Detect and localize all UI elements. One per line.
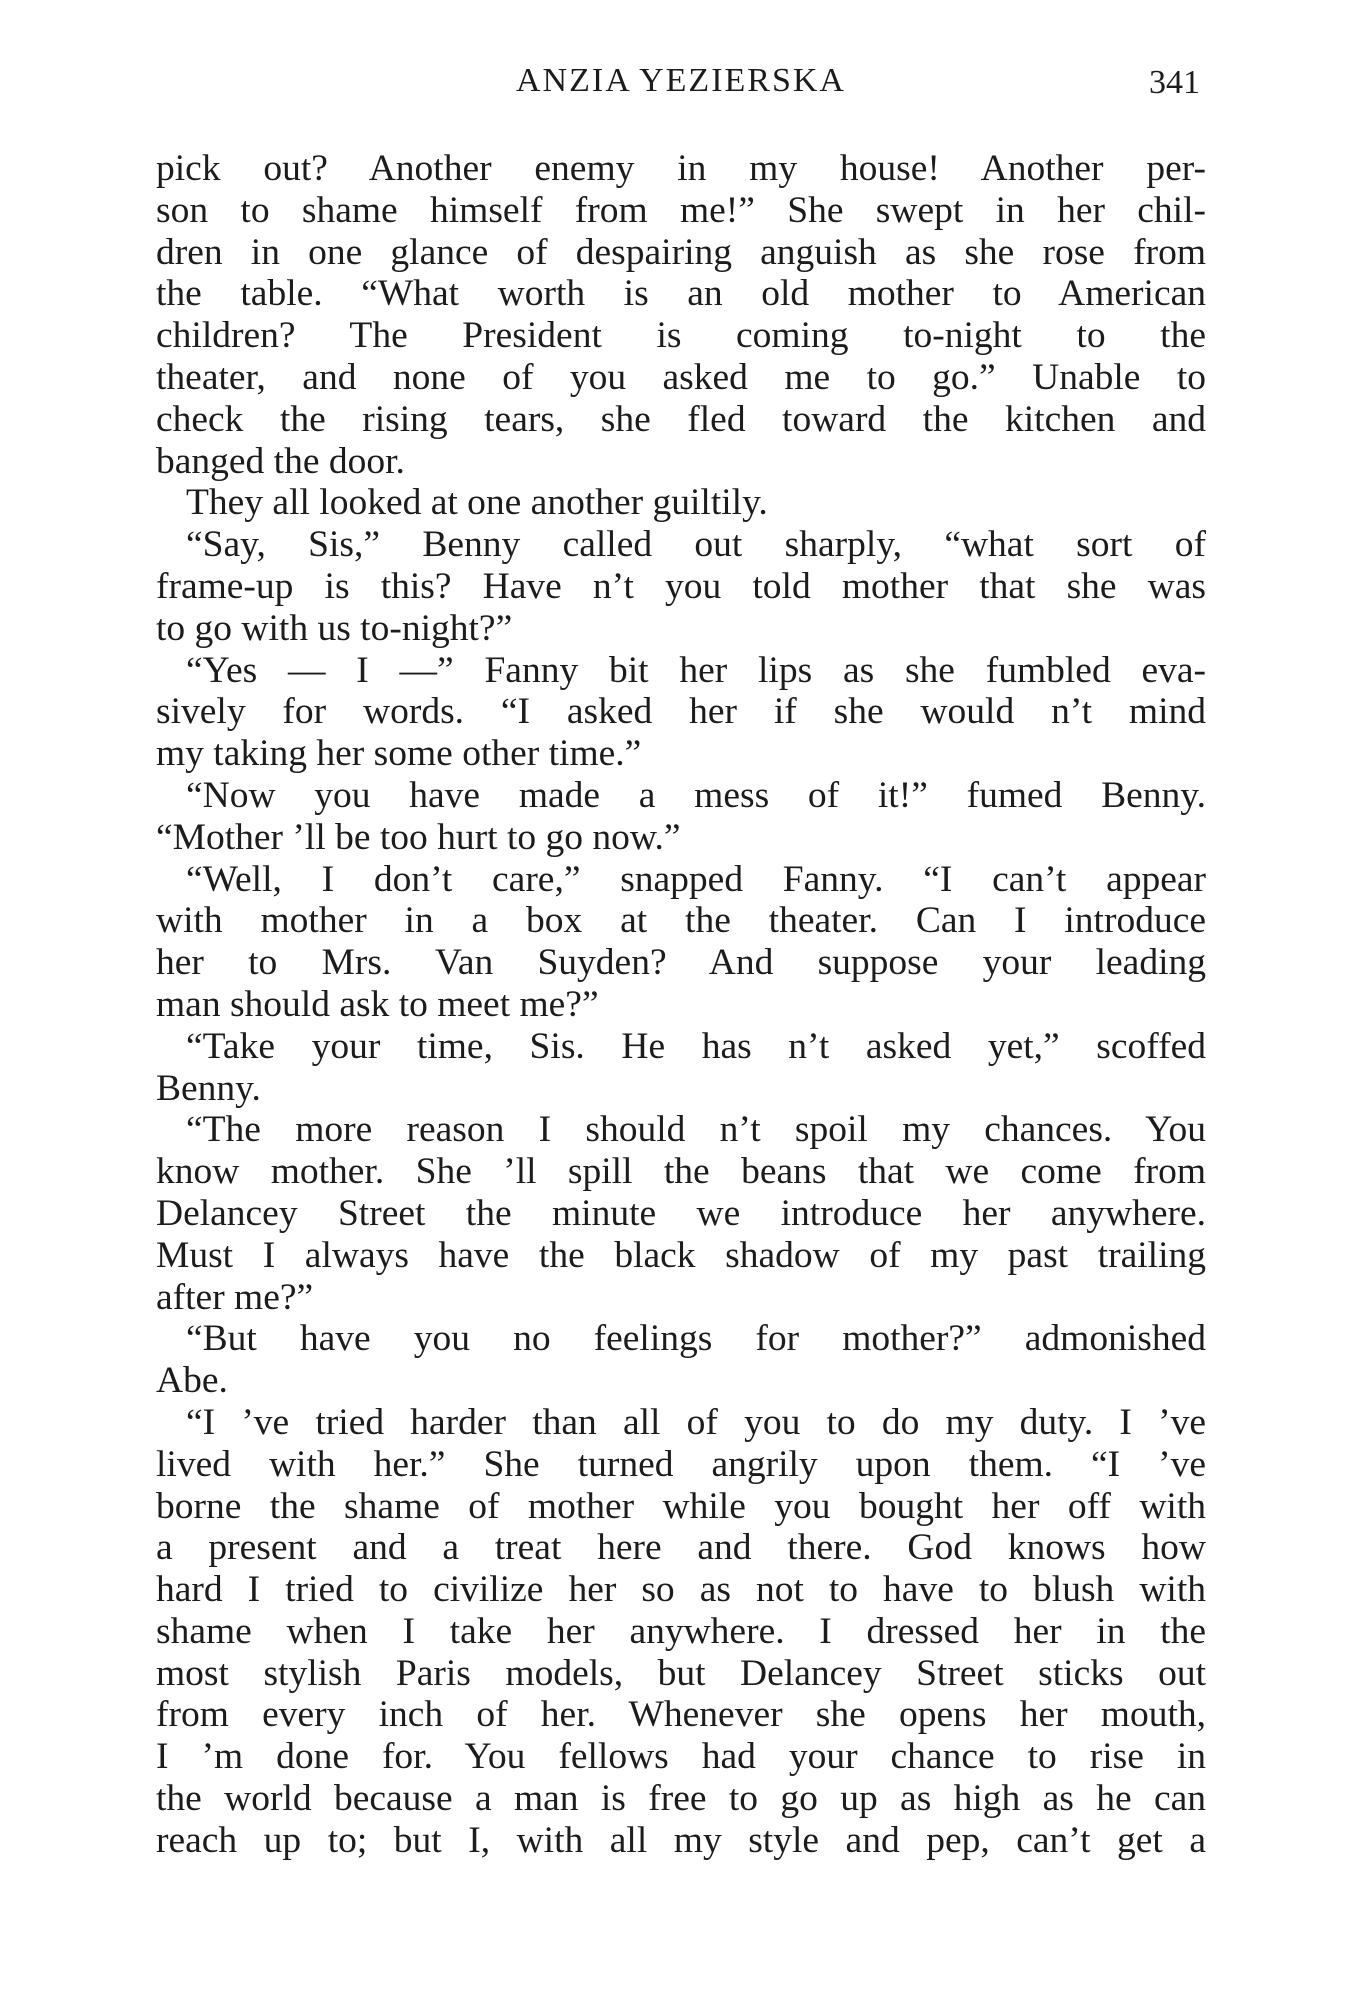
text-line: know mother. She ’ll spill the beans that we come from xyxy=(156,1151,1206,1193)
text-line: with mother in a box at the theater. Can I introduce xyxy=(156,900,1206,942)
text-line: man should ask to meet me?” xyxy=(156,983,599,1025)
text-line: children? The President is coming to-night to the xyxy=(156,315,1206,357)
text-line: “Take your time, Sis. He has n’t asked yet,” scoffed xyxy=(186,1025,1206,1067)
text-line: theater, and none of you asked me to go.” Unable to xyxy=(156,356,1206,398)
text-line: a present and a treat here and there. God knows how xyxy=(156,1527,1206,1569)
text-line: borne the shame of mother while you bought her off with xyxy=(156,1485,1206,1527)
text-line: “Now you have made a mess of it!” fumed Benny. xyxy=(186,774,1206,816)
text-line: Must I always have the black shadow of my past trailing xyxy=(156,1234,1206,1276)
text-line: her to Mrs. Van Suyden? And suppose your leading xyxy=(156,942,1206,984)
text-line: reach up to; but I, with all my style and pep, can’t get a xyxy=(156,1819,1206,1861)
text-line: “Yes — I —” Fanny bit her lips as she fumbled eva- xyxy=(186,649,1206,691)
text-line: son to shame himself from me!” She swept in her chil- xyxy=(156,189,1206,231)
text-line: “Well, I don’t care,” snapped Fanny. “I can’t appear xyxy=(186,858,1206,900)
text-line: “The more reason I should n’t spoil my chances. You xyxy=(186,1109,1206,1151)
text-line: “I ’ve tried harder than all of you to do my duty. I ’ve xyxy=(186,1401,1206,1443)
body-text xyxy=(156,148,1206,1862)
text-line: hard I tried to civilize her so as not to have to blush with xyxy=(156,1569,1206,1611)
text-line: shame when I take her anywhere. I dressed her in the xyxy=(156,1610,1206,1652)
text-line: “But have you no feelings for mother?” admonished xyxy=(186,1318,1206,1360)
text-line: most stylish Paris models, but Delancey Street sticks out xyxy=(156,1652,1206,1694)
text-line: “Mother ’ll be too hurt to go now.” xyxy=(156,816,681,858)
text-line: check the rising tears, she fled toward the kitchen and xyxy=(156,398,1206,440)
text-line: Delancey Street the minute we introduce her anywhere. xyxy=(156,1192,1206,1234)
text-line: sively for words. “I asked her if she would n’t mind xyxy=(156,691,1206,733)
text-line: to go with us to-night?” xyxy=(156,607,513,649)
text-line: Benny. xyxy=(156,1067,261,1109)
text-line: I ’m done for. You fellows had your chance to rise in xyxy=(156,1736,1206,1778)
text-line: my taking her some other time.” xyxy=(156,733,642,775)
text-line: from every inch of her. Whenever she opens her mouth, xyxy=(156,1694,1206,1736)
running-head xyxy=(156,62,1206,122)
text-line: the world because a man is free to go up as high as he can xyxy=(156,1778,1206,1820)
page-number: 341 xyxy=(1149,64,1200,101)
running-title: ANZIA YEZIERSKA xyxy=(516,62,846,99)
text-line: lived with her.” She turned angrily upon them. “I ’ve xyxy=(156,1443,1206,1485)
text-line: Abe. xyxy=(156,1360,228,1402)
text-line: “Say, Sis,” Benny called out sharply, “what sort of xyxy=(186,524,1206,566)
text-line: dren in one glance of despairing anguish as she rose from xyxy=(156,231,1206,273)
text-line: after me?” xyxy=(156,1276,314,1318)
text-line: pick out? Another enemy in my house! Another per- xyxy=(156,148,1206,189)
text-line: banged the door. xyxy=(156,440,405,482)
text-line: frame-up is this? Have n’t you told mother that she was xyxy=(156,565,1206,607)
text-line: the table. “What worth is an old mother to American xyxy=(156,273,1206,315)
text-line: They all looked at one another guiltily. xyxy=(186,482,768,524)
